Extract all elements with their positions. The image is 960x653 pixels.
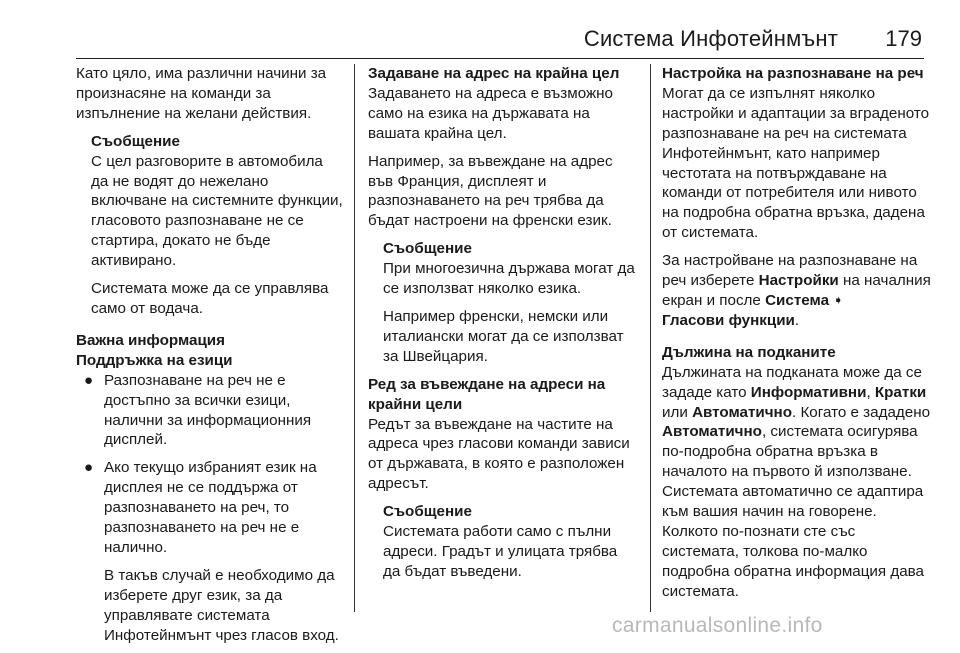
- note-text: Системата работи само с пълни адреси. Градът и улицата трябва да бъдат въведени.: [383, 523, 618, 580]
- arrow-right-icon: ➧: [833, 292, 844, 307]
- header-divider: [76, 58, 924, 59]
- menu-term-voice-functions: Гласови функции: [662, 311, 795, 329]
- note-title: Съобщение: [383, 240, 472, 258]
- note-block-2: [368, 239, 636, 366]
- column-divider-1: [354, 64, 355, 612]
- section-heading-speech-setup: Настройка на разпознаване на реч: [662, 65, 924, 82]
- bullet-icon: ●: [84, 371, 94, 389]
- option-term-automatic: Автоматично: [662, 423, 762, 441]
- note-title: Съобщение: [383, 503, 472, 521]
- column-3: [662, 64, 934, 610]
- column-1: [76, 64, 344, 653]
- text-run: . Когато е зададено: [792, 403, 931, 421]
- text-run: на началния екран и после: [662, 272, 931, 309]
- list-item: [76, 371, 344, 451]
- note-title: Съобщение: [91, 132, 180, 150]
- paragraph-setup-path: [662, 251, 934, 331]
- paragraph: Например, за въвеждане на адрес във Франция, дисплеят и разпознаването на реч трябва да бъдат настроени на френски език.: [368, 152, 613, 230]
- paragraph: Редът за въвеждане на частите на адреса чрез гласови команди зависи от държавата, в която е разположен адресът.: [368, 415, 630, 493]
- note-text: Системата може да се управлява само от водача.: [91, 280, 329, 317]
- page-title: Система Инфотейнмънт: [583, 26, 838, 51]
- list-item-subtext: В такъв случай е необходимо да изберете друг език, за да управлявате системата Инфотейнмънт чрез гласов вход.: [104, 566, 339, 644]
- column-2: [368, 64, 636, 590]
- option-term-automatic: Автоматично: [692, 403, 793, 421]
- text-run: .: [794, 311, 800, 329]
- page-header: [0, 0, 960, 64]
- intro-paragraph: Като цяло, има различни начини за произнасяне на команди за изпълнение на желани действия.: [76, 65, 327, 122]
- text-run: ,: [866, 383, 875, 401]
- page-number: 179: [885, 26, 922, 51]
- menu-term-system: Система: [765, 291, 830, 309]
- text-run: , системата осигурява по-подробна обратна връзка в началото на първото й използване. Системата автоматично се адаптира към вашия начин на говорене. Колкото по-познати сте със системата, толкова по-малко подробна обратна информация дава системата.: [662, 423, 924, 600]
- watermark: carmanualsonline.info: [612, 614, 823, 637]
- note-text: С цел разговорите в автомобила да не водят до нежелано включване на системните функции, гласовото разпознаване не се стартира, докато не бъде активирано.: [91, 152, 343, 270]
- language-bullet-list: [76, 371, 344, 646]
- paragraph-prompt-length: [662, 363, 934, 602]
- section-heading-destination: Задаване на адрес на крайна цел: [368, 65, 620, 82]
- text-run: За настройване на разпознаване на реч изберете: [662, 252, 918, 290]
- text-run: Дължината на подканата може да се зададе като: [662, 363, 922, 401]
- text-run: или: [662, 403, 693, 421]
- column-divider-2: [650, 64, 651, 612]
- paragraph: Задаването на адреса е възможно само на езика на държавата на вашата крайна цел.: [368, 84, 613, 142]
- note-text: При многоезична държава могат да се използват няколко езика.: [383, 260, 635, 298]
- list-item-text: Разпознаване на реч не е достъпно за всички езици, налични за информационния дисплей.: [104, 371, 312, 449]
- section-heading-languages: Поддръжка на езици: [76, 351, 233, 369]
- note-block-1: [76, 132, 344, 319]
- section-heading-prompt-length: Дължина на подканите: [662, 343, 836, 361]
- option-term-short: Кратки: [874, 383, 927, 401]
- note-text: Например френски, немски или италиански могат да се използват за Швейцария.: [383, 307, 624, 365]
- bullet-icon: ●: [84, 459, 94, 477]
- list-item-text: Ако текущо избраният език на дисплея не се поддържа от разпознаването на реч, то разпознаването на реч не е налично.: [104, 459, 317, 556]
- menu-term-settings: Настройки: [758, 272, 839, 290]
- list-item: [76, 458, 344, 645]
- section-heading-address-order: Ред за въвеждане на адреси на крайни цели: [368, 375, 606, 413]
- option-term-informative: Информативни: [750, 383, 867, 401]
- note-block-3: [368, 502, 636, 582]
- paragraph: Могат да се изпълнят няколко настройки и адаптации за вграденото разпознаване на реч на системата Инфотейнмънт, като например честотата на потвърждаване на команди от потребителя или нивото на подробна обратна връзка, дадена от системата.: [662, 84, 930, 242]
- section-heading-important: Важна информация: [76, 331, 225, 349]
